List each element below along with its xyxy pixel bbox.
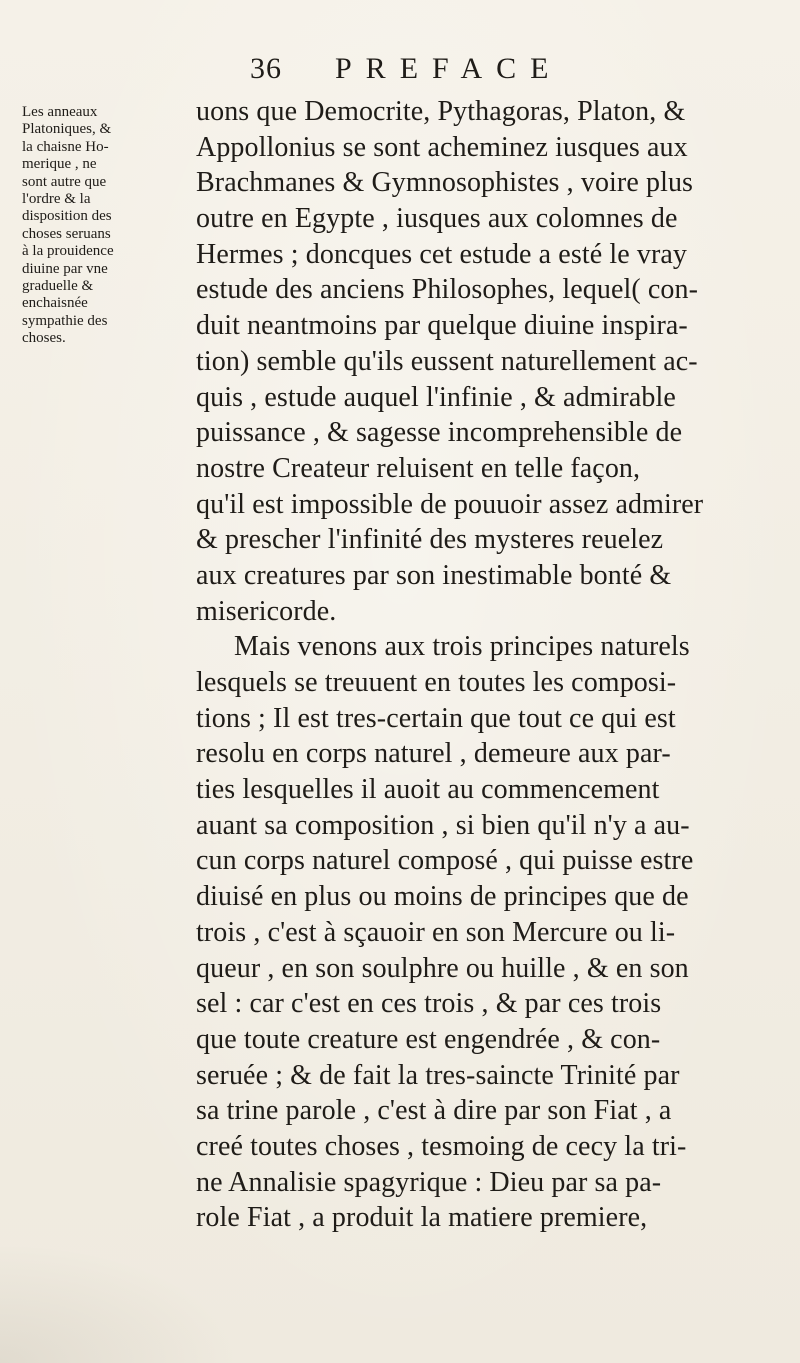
margin-note-line: Les anneaux xyxy=(22,104,98,120)
margin-note-line: diuine par vne xyxy=(22,260,108,277)
margin-note-line: choses. xyxy=(22,330,66,347)
body-text xyxy=(196,94,786,1236)
margin-note-line: sont autre que xyxy=(22,173,107,190)
text-line: uons que Democrite, Pythagoras, Platon, & xyxy=(196,96,686,127)
margin-note-line: sympathie des xyxy=(22,312,108,329)
paragraph-start-line: Mais venons aux trois principes naturels xyxy=(234,631,690,663)
text-line: & prescher l'infinité des mysteres reuelez xyxy=(196,524,664,556)
text-line: aux creatures par son inestimable bonté & xyxy=(196,559,672,591)
text-line: trois , c'est à sçauoir en son Mercure ou li- xyxy=(196,916,676,948)
text-line: nostre Createur reluisent en telle façon, xyxy=(196,452,641,484)
paper-stain xyxy=(0,1243,240,1363)
margin-note-line: disposition des xyxy=(22,208,112,225)
text-line: seruée ; & de fait la tres-saincte Trinité par xyxy=(196,1059,680,1091)
text-line: auant sa composition , si bien qu'il n'y a au- xyxy=(196,809,690,841)
margin-note-line: choses seruans xyxy=(22,225,111,242)
running-title: PREFACE xyxy=(335,52,563,85)
margin-note-line: enchaisnée xyxy=(22,295,88,312)
text-line: Brachmanes & Gymnosophistes , voire plus xyxy=(196,167,694,199)
text-line: lesquels se treuuent en toutes les composi- xyxy=(196,667,677,698)
text-line: duit neantmoins par quelque diuine inspira- xyxy=(196,310,688,342)
margin-note-line: merique , ne xyxy=(22,156,97,173)
page-header xyxy=(250,52,670,92)
margin-note-line: l'ordre & la xyxy=(22,191,91,208)
text-line: outre en Egypte , iusques aux colomnes de xyxy=(196,203,678,235)
text-line: Hermes ; doncques cet estude a esté le vray xyxy=(196,238,687,270)
page-number: 36 xyxy=(250,52,282,85)
text-line: misericorde. xyxy=(196,595,337,627)
margin-note-line: Platoniques, & xyxy=(22,121,112,138)
text-line: Appollonius se sont acheminez iusques aux xyxy=(196,131,688,163)
text-line: queur , en son soulphre ou huille , & en son xyxy=(196,952,689,984)
margin-note-line: la chaisne Ho- xyxy=(22,138,109,155)
text-line: ties lesquelles il auoit au commencement xyxy=(196,774,660,806)
text-line: estude des anciens Philosophes, lequel( con- xyxy=(196,274,699,306)
text-line: diuisé en plus ou moins de principes que de xyxy=(196,881,689,913)
text-line: sa trine parole , c'est à dire par son Fiat , a xyxy=(196,1095,672,1127)
text-line: puissance , & sagesse incomprehensible de xyxy=(196,417,683,449)
text-line: tion) semble qu'ils eussent naturellement ac- xyxy=(196,345,698,377)
text-line: ne Annalisie spagyrique : Dieu par sa pa- xyxy=(196,1166,662,1198)
text-line: resolu en corps naturel , demeure aux par- xyxy=(196,738,671,770)
text-line: sel : car c'est en ces trois , & par ces trois xyxy=(196,988,662,1020)
text-line: quis , estude auquel l'infinie , & admirable xyxy=(196,381,676,413)
text-line: creé toutes choses , tesmoing de cecy la tri- xyxy=(196,1130,687,1162)
margin-note-line: graduelle & xyxy=(22,278,94,295)
text-line: qu'il est impossible de pouuoir assez admirer xyxy=(196,488,704,520)
text-line: cun corps naturel composé , qui puisse estre xyxy=(196,845,694,877)
text-line: role Fiat , a produit la matiere premiere, xyxy=(196,1202,648,1234)
text-line: que toute creature est engendrée , & con- xyxy=(196,1023,661,1055)
margin-note-line: à la prouidence xyxy=(22,243,114,260)
text-line: tions ; Il est tres-certain que tout ce qui est xyxy=(196,702,676,734)
margin-note xyxy=(22,104,192,348)
